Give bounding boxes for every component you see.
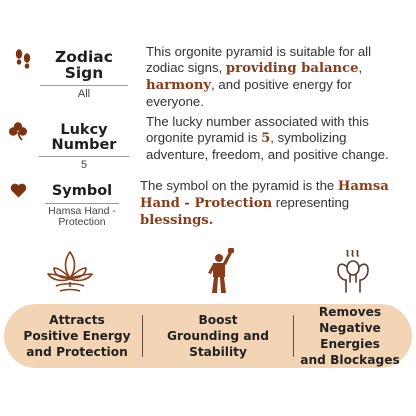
heart-icon bbox=[10, 183, 27, 198]
benefit-boost-line1: Boost bbox=[198, 313, 238, 327]
benefit-boost bbox=[143, 304, 293, 368]
benefit-attracts bbox=[14, 304, 140, 368]
zodiac-description: This orgonite pyramid is suitable for all zodiac signs, providing balance, harmony, and positive energy for everyone. bbox=[146, 44, 372, 109]
zodiac-value: All bbox=[40, 85, 128, 101]
stress-relief-icon bbox=[330, 250, 376, 294]
clover-icon bbox=[8, 121, 28, 141]
symbol-label bbox=[32, 184, 132, 228]
zodiac-label bbox=[34, 50, 134, 101]
benefit-attracts-line3: and Protection bbox=[26, 345, 128, 359]
lucky-number-value: 5 bbox=[39, 156, 129, 172]
benefit-removes-line3: and Blockages bbox=[300, 353, 400, 367]
benefits-banner bbox=[4, 304, 412, 368]
zodiac-title: Zodiac Sign bbox=[55, 48, 113, 82]
benefit-attracts-line1: Attracts bbox=[49, 313, 105, 327]
symbol-description: The symbol on the pyramid is the Hamsa Hand - Protection representing blessings. bbox=[140, 178, 389, 228]
lucky-number-label bbox=[30, 123, 138, 172]
benefit-attracts-line2: Positive Energy bbox=[23, 329, 131, 343]
benefit-boost-line2: Grounding and Stability bbox=[167, 329, 269, 359]
lucky-number-description: The lucky number associated with this orgonite pyramid is 5, symbolizing adventure, freedom, and positive change. bbox=[146, 114, 389, 162]
footprints-icon bbox=[14, 49, 32, 71]
lotus-icon bbox=[46, 248, 94, 294]
benefit-removes-line1: Removes bbox=[318, 305, 382, 319]
symbol-title: Symbol bbox=[51, 183, 113, 199]
symbol-value: Hamsa Hand - Protection bbox=[45, 203, 119, 228]
benefit-removes bbox=[294, 304, 406, 368]
lucky-number-title: Lukcy Number bbox=[51, 122, 117, 153]
benefit-removes-line2: Negative Energies bbox=[319, 321, 381, 351]
raised-fist-figure-icon bbox=[204, 248, 238, 294]
